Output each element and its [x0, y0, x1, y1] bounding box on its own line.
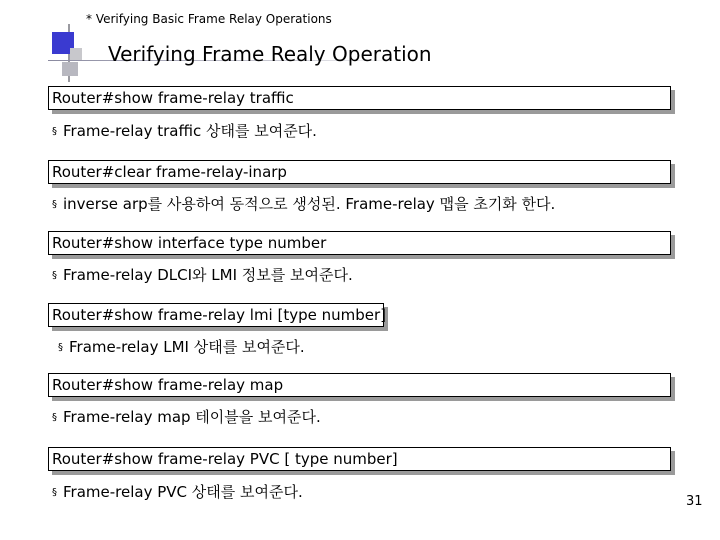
command-description: [52, 120, 317, 141]
page-title: Verifying Frame Realy Operation: [108, 42, 432, 66]
description-text: Frame-relay LMI 상태를 보여준다.: [69, 338, 305, 356]
command-box-show-frame-relay-traffic: Router#show frame-relay traffic: [48, 86, 671, 110]
command-description: [52, 406, 321, 427]
command-description: [58, 336, 305, 357]
description-text: Frame-relay DLCI와 LMI 정보를 보여준다.: [63, 266, 353, 284]
description-text: Frame-relay traffic 상태를 보여준다.: [63, 122, 317, 140]
command-description: [52, 264, 353, 285]
bullet-icon: §: [58, 342, 63, 353]
command-box-show-frame-relay-map: Router#show frame-relay map: [48, 373, 671, 397]
command-description: [52, 481, 303, 502]
bullet-icon: §: [52, 126, 57, 137]
command-box-show-interface: Router#show interface type number: [48, 231, 671, 255]
command-box-show-frame-relay-lmi: Router#show frame-relay lmi [type number]: [48, 303, 384, 327]
bullet-icon: §: [52, 199, 57, 210]
command-box-show-frame-relay-pvc: Router#show frame-relay PVC [ type number]: [48, 447, 671, 471]
description-text: Frame-relay PVC 상태를 보여준다.: [63, 483, 303, 501]
command-description: [52, 193, 555, 214]
description-text: Frame-relay map 테이블을 보여준다.: [63, 408, 321, 426]
page-number: 31: [686, 494, 703, 509]
bullet-icon: §: [52, 412, 57, 423]
section-note: * Verifying Basic Frame Relay Operations: [86, 12, 332, 26]
bullet-icon: §: [52, 487, 57, 498]
description-text: inverse arp를 사용하여 동적으로 생성된. Frame-relay 맵을 초기화 한다.: [63, 195, 556, 213]
command-box-clear-frame-relay-inarp: Router#clear frame-relay-inarp: [48, 160, 671, 184]
bullet-icon: §: [52, 270, 57, 281]
